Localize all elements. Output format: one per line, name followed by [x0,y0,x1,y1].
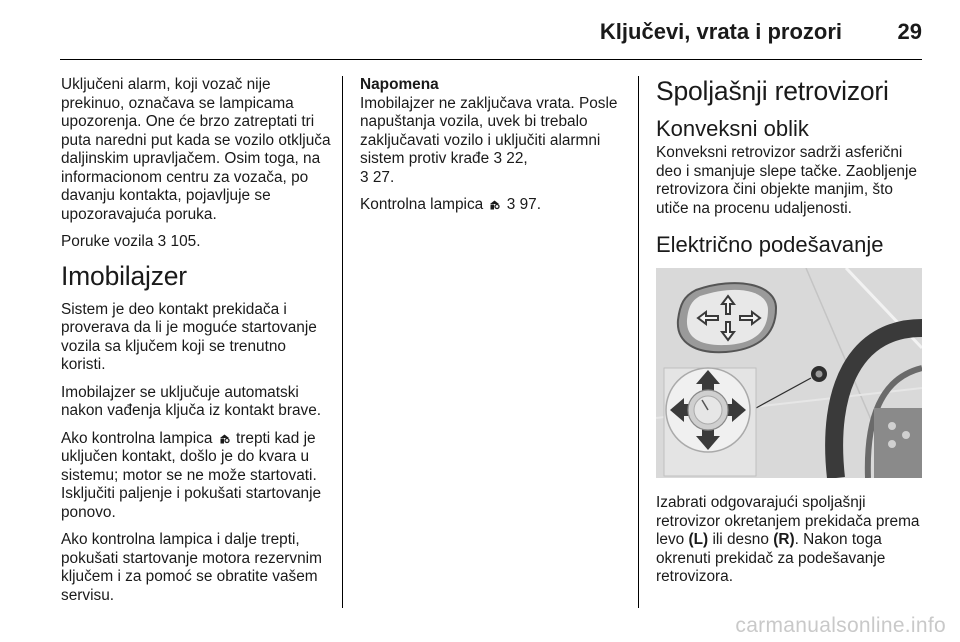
page-reference-icon: 3 [157,233,167,250]
left-switch-label: (L) [688,531,709,548]
watermark: carmanualsonline.info [735,614,946,637]
page-reference-icon: 3 [506,196,516,213]
immobilizer-paragraph-2: Imobilajzer se uključuje automatski nakon vađenja ključa iz kontakt brave. [61,383,322,419]
column-divider-1 [342,76,343,608]
column-divider-2 [638,76,639,608]
immobilizer-paragraph-1: Sistem je deo kontakt prekidača i proverava da li je moguće startovanje vozila sa ključem koji se trenutno koristi. [61,300,317,373]
convex-shape-paragraph: Konveksni retrovizor sadrži asferični deo i smanjuje slepe tačke. Zaobljenje retrovizora čini objekte manjim, što utiče na procenu udaljenosti. [656,144,917,217]
exterior-mirrors-heading: Spoljašnji retrovizori [656,76,889,106]
column-1 [61,76,331,614]
electric-adjustment-heading: Električno podešavanje [656,232,884,257]
page-number: 29 [897,19,922,44]
note-reference-1[interactable]: 22, [506,150,528,167]
vehicle-messages-reference [61,233,331,252]
note-text: Imobilajzer ne zaključava vrata. Posle napuštanja vozila, uvek bi trebalo zaključavati vozilo i uključiti alarmni sistem protiv krađe [360,94,618,167]
immobilizer-heading: Imobilajzer [61,260,187,291]
electric-adjustment-paragraph [656,494,926,587]
column-3 [656,76,926,596]
alarm-paragraph: Uključeni alarm, koji vozač nije prekinuo, označava se lampicama upozorenja. One će brzo zatreptati tri puta naredni put kada se vozilo otključa daljinskim upravljačem. Osim toga, na informacionom centru za vozača, po davanju kontakta, pojavljuje se upozoravajuća poruka. [61,76,331,223]
page-title: Ključevi, vrata i prozori [599,19,842,44]
vehicle-messages-page[interactable]: 105. [170,233,201,250]
immobilizer-paragraph-4: Ako kontrolna lampica i dalje trepti, pokušati startovanje motora rezervnim ključem i za pomoć se obratite vašem servisu. [61,531,322,604]
column-2 [360,76,624,224]
control-lamp-reference [360,196,624,215]
adjustment-text-2: ili desno [712,531,769,548]
immobilizer-lamp-icon [218,433,231,444]
note-reference-2[interactable]: 27. [372,168,395,186]
vehicle-messages-text: Poruke vozila [61,233,154,250]
note-title: Napomena [360,76,439,93]
mirror-adjustment-illustration [656,268,922,478]
immobilizer-paragraph-3-start: Ako kontrolna lampica [61,429,213,447]
control-lamp-text: Kontrolna lampica [360,196,484,213]
page-header [0,0,960,60]
header-divider [60,59,922,60]
adjustment-text-3: . Nakon toga okrenuti prekidač za podešavanje retrovizora. [656,531,886,585]
immobilizer-paragraph-3 [61,430,331,523]
page-reference-icon: 3 [493,150,502,167]
immobilizer-paragraph-3-end: trepti kad je uključen kontakt, došlo je do kvara u sistemu; motor se ne može startovati. Isključiti paljenje i pokušati startovanje ponovo. [61,429,322,521]
note-box [360,76,624,187]
adjustment-text-1: Izabrati odgovarajući spoljašnji retrovizor okretanjem prekidača prema levo [656,494,920,548]
immobilizer-lamp-icon [488,199,501,210]
convex-shape-heading: Konveksni oblik [656,116,809,141]
right-switch-label: (R) [773,531,795,548]
control-lamp-page[interactable]: 97. [519,196,542,213]
page-reference-icon: 3 [360,168,369,186]
